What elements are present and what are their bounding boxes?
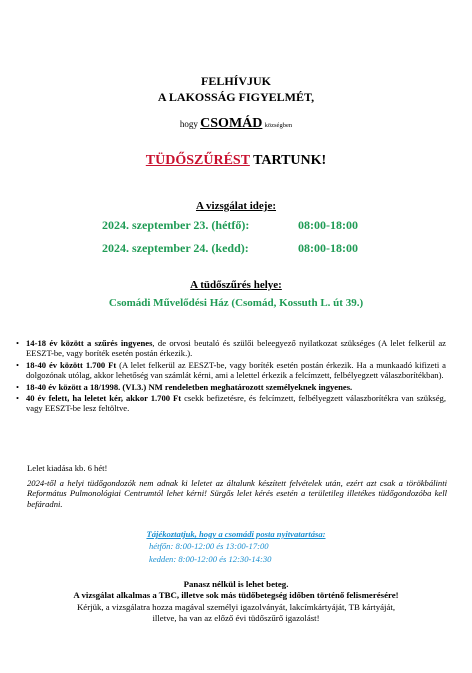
list-item-text: , de orvosi beutaló és szülői beleegyező nyilatkozat szükséges (A lelet felkerül az EESZT-be, vagy boríték esetén postán érkezik.).: [26, 338, 446, 359]
schedule-row-1: [102, 218, 402, 232]
post-hours: 8:00-12:00 és 12:30-14:30: [178, 554, 272, 564]
tartunk-text: TARTUNK!: [253, 153, 327, 168]
italic-note: 2024-től a helyi tüdőgondozók nem adnak ki leletet az általunk készített felvételek után, ezért azt csak a törökbálinti Református Pulmonológiai Centrumtól lehet kérni! Sürgős lelet kérés esetén a területileg illetékes tüdőgondozóba kell befáradni.: [27, 478, 447, 509]
list-item: [16, 382, 446, 392]
price-list: [16, 338, 446, 415]
list-item-text: (A lelet felkerül az EESZT-be, vagy boríték esetén postán érkezik. Ha a munkaadó kifizeti a dolgozónak utólag, akkor lehetőség van számlát kérni, ami a lelettel érkezik a felcímzett, felbélyegzett válaszborítékban).: [26, 359, 446, 381]
schedule-date: 2024. szeptember 24. (kedd):: [102, 241, 249, 255]
list-item: [16, 360, 446, 381]
location-place: Csomádi Művelődési Ház (Csomád, Kossuth L. út 39.): [108, 297, 364, 309]
footer: [0, 579, 472, 625]
post-line-1: [149, 541, 269, 552]
list-item-bold: 14-18 év között a szűrés ingyenes: [26, 338, 153, 348]
header-line-2: A LAKOSSÁG FIGYELMÉT,: [157, 90, 315, 104]
header-title: [0, 73, 472, 105]
location-title: A tüdőszűrés helye:: [190, 279, 282, 291]
tudoszures-text: TÜDŐSZŰRÉST: [145, 153, 250, 168]
post-day: kedden:: [149, 554, 177, 564]
list-item: [16, 393, 446, 414]
header-line-1: FELHÍVJUK: [200, 74, 271, 88]
list-item: [16, 338, 446, 359]
schedule-date: 2024. szeptember 23. (hétfő):: [102, 218, 250, 232]
schedule-title: A vizsgálat ideje:: [195, 200, 277, 212]
village-name: CSOMÁD: [200, 116, 263, 131]
result-note: Lelet kiadása kb. 6 hét!: [27, 463, 108, 473]
footer-line-3: Kérjük, a vizsgálatra hozza magával személyi igazolványát, lakcímkártyáját, TB kártyáját,: [76, 601, 396, 612]
schedule-time: 08:00-18:00: [298, 241, 358, 255]
footer-line-1: Panasz nélkül is lehet beteg.: [183, 579, 289, 589]
list-item-bold: 40 év felett, ha leletet kér, akkor 1.700 Ft: [26, 393, 182, 404]
announcement: [0, 152, 472, 170]
list-item-bold: 18-40 év között a 18/1998. (VI.3.) NM rendeletben meghatározott személyeknek ingyenes.: [26, 381, 353, 392]
footer-line-4: illetve, ha van az előző évi tüdőszűrő igazolást!: [152, 613, 320, 624]
post-title: Tájékoztatjuk, hogy a csomádi posta nyitvatartása:: [146, 529, 326, 539]
schedule-time: 08:00-18:00: [298, 218, 358, 232]
list-item-bold: 18-40 év között 1.700 Ft: [26, 359, 117, 370]
footer-line-2: A vizsgálat alkalmas a TBC, illetve sok más tüdőbetegség időben történő felismerésére!: [73, 590, 399, 601]
hogy-text: hogy: [179, 119, 198, 129]
village-line: [0, 116, 472, 134]
post-line-2: [149, 554, 271, 565]
list-item-text: csekk befizetésre, és felcímzett, felbélyegzett válaszborítékra van szükség, vagy EESZT-be lesz feltöltve.: [26, 393, 446, 414]
post-day: hétfőn:: [149, 541, 174, 551]
kozsegben-text: községben: [264, 122, 293, 129]
schedule-row-2: [102, 241, 402, 255]
post-hours: 8:00-12:00 és 13:00-17:00: [175, 541, 269, 551]
